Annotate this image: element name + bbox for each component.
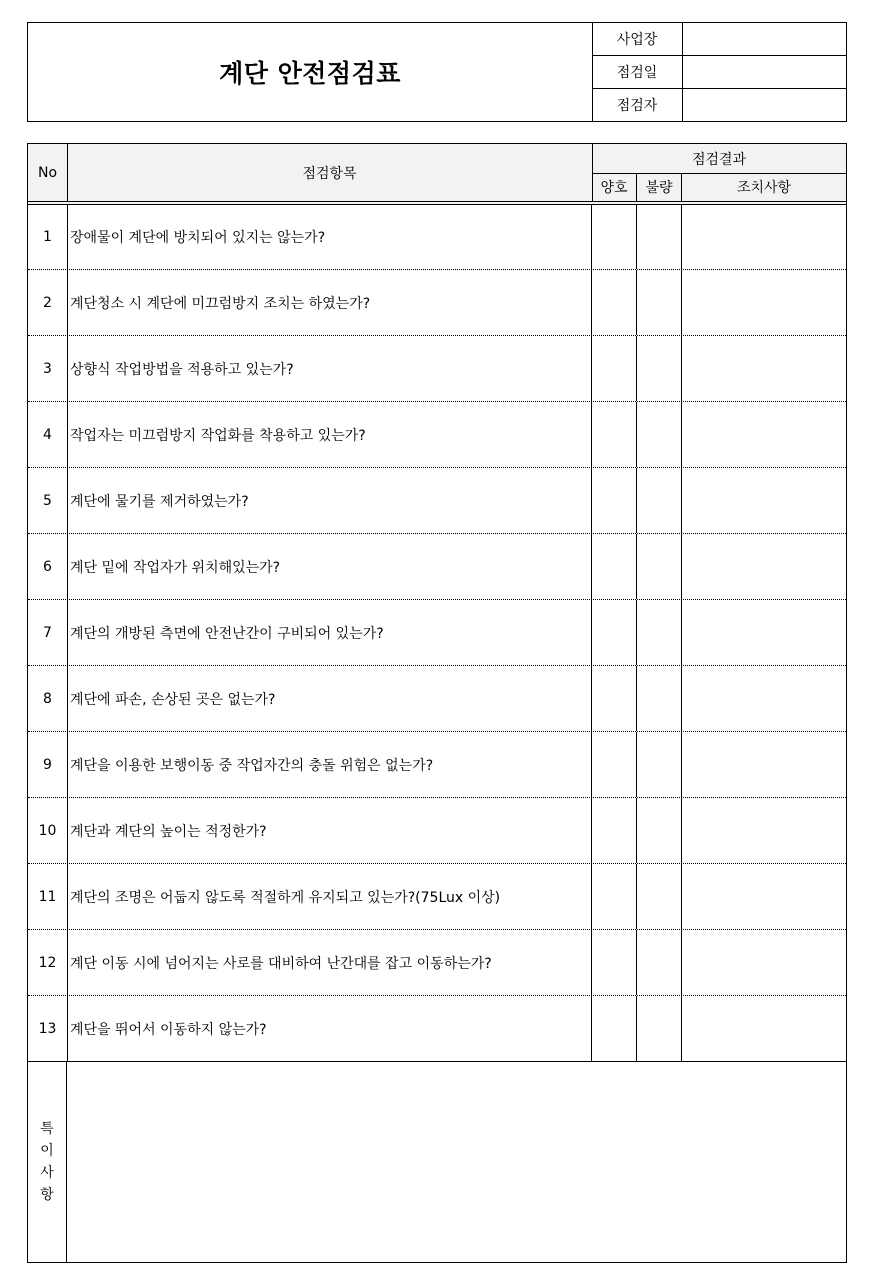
row-number: 12 xyxy=(28,930,68,995)
table-row xyxy=(28,336,846,402)
good-cell[interactable] xyxy=(592,336,637,401)
row-item: 계단 밑에 작업자가 위치해있는가? xyxy=(67,534,592,599)
bad-cell[interactable] xyxy=(637,864,682,929)
bad-cell[interactable] xyxy=(637,600,682,665)
col-header-action: 조치사항 xyxy=(736,180,792,196)
row-number: 10 xyxy=(28,798,68,863)
row-item: 계단에 파손, 손상된 곳은 없는가? xyxy=(67,666,592,731)
row-item: 계단에 물기를 제거하였는가? xyxy=(67,468,592,533)
bad-cell[interactable] xyxy=(637,534,682,599)
row-item: 상향식 작업방법을 적용하고 있는가? xyxy=(67,336,592,401)
table-row xyxy=(28,600,846,666)
row-number: 8 xyxy=(28,666,68,731)
action-cell[interactable] xyxy=(682,666,846,731)
action-cell[interactable] xyxy=(682,864,846,929)
action-cell[interactable] xyxy=(682,402,846,467)
col-header-result-group: 점검결과 xyxy=(592,144,846,174)
good-cell[interactable] xyxy=(592,930,637,995)
action-cell[interactable] xyxy=(682,534,846,599)
row-item: 계단과 계단의 높이는 적정한가? xyxy=(67,798,592,863)
row-number: 3 xyxy=(28,336,68,401)
table-row xyxy=(28,468,846,534)
table-row xyxy=(28,666,846,732)
remarks-label-char: 특 xyxy=(40,1121,54,1137)
row-item: 계단청소 시 계단에 미끄럼방지 조치는 하였는가? xyxy=(67,270,592,335)
bad-cell[interactable] xyxy=(637,402,682,467)
good-cell[interactable] xyxy=(592,204,637,269)
info-label-date: 점검일 xyxy=(592,56,682,89)
title-box xyxy=(27,22,847,122)
action-cell[interactable] xyxy=(682,798,846,863)
action-cell[interactable] xyxy=(682,600,846,665)
action-cell[interactable] xyxy=(682,336,846,401)
row-number: 6 xyxy=(28,534,68,599)
good-cell[interactable] xyxy=(592,600,637,665)
row-item: 계단을 뛰어서 이동하지 않는가? xyxy=(67,996,592,1061)
row-number: 11 xyxy=(28,864,68,929)
table-row xyxy=(28,996,846,1062)
col-header-bad: 불량 xyxy=(637,173,682,201)
site-field[interactable] xyxy=(682,23,846,56)
remarks-field[interactable] xyxy=(67,1062,846,1262)
good-cell[interactable] xyxy=(592,666,637,731)
table-row xyxy=(28,534,846,600)
row-number: 2 xyxy=(28,270,68,335)
good-cell[interactable] xyxy=(592,798,637,863)
action-cell[interactable] xyxy=(682,930,846,995)
bad-cell[interactable] xyxy=(637,204,682,269)
row-number: 4 xyxy=(28,402,68,467)
bad-cell[interactable] xyxy=(637,996,682,1061)
col-header-good: 양호 xyxy=(592,173,637,201)
bad-cell[interactable] xyxy=(637,468,682,533)
bad-cell[interactable] xyxy=(637,930,682,995)
table-row xyxy=(28,270,846,336)
good-cell[interactable] xyxy=(592,864,637,929)
inspector-field[interactable] xyxy=(682,89,846,121)
good-cell[interactable] xyxy=(592,732,637,797)
action-cell[interactable] xyxy=(682,204,846,269)
good-cell[interactable] xyxy=(592,534,637,599)
row-item: 계단을 이용한 보행이동 중 작업자간의 충돌 위험은 없는가? xyxy=(67,732,592,797)
table-body xyxy=(28,204,846,1062)
remarks-section xyxy=(28,1062,846,1262)
info-label-inspector: 점검자 xyxy=(616,98,658,114)
row-item: 계단의 조명은 어둡지 않도록 적절하게 유지되고 있는가?(75Lux 이상) xyxy=(67,864,592,929)
info-values xyxy=(682,23,846,121)
good-cell[interactable] xyxy=(592,468,637,533)
action-cell[interactable] xyxy=(682,996,846,1061)
bad-cell[interactable] xyxy=(637,270,682,335)
info-label-site: 사업장 xyxy=(592,23,682,56)
row-item: 계단의 개방된 측면에 안전난간이 구비되어 있는가? xyxy=(67,600,592,665)
row-item: 계단 이동 시에 넘어지는 사로를 대비하여 난간대를 잡고 이동하는가? xyxy=(67,930,592,995)
table-row xyxy=(28,864,846,930)
row-number: 1 xyxy=(28,204,68,269)
remarks-label-char: 사 xyxy=(40,1165,54,1181)
table-row xyxy=(28,798,846,864)
bad-cell[interactable] xyxy=(637,798,682,863)
table-row xyxy=(28,204,846,270)
table-row xyxy=(28,930,846,996)
bad-cell[interactable] xyxy=(637,732,682,797)
date-field[interactable] xyxy=(682,56,846,89)
remarks-label xyxy=(28,1062,67,1262)
page-title: 계단 안전점검표 xyxy=(219,59,401,88)
action-cell[interactable] xyxy=(682,270,846,335)
row-number: 5 xyxy=(28,468,68,533)
col-header-item: 점검항목 xyxy=(67,144,593,201)
good-cell[interactable] xyxy=(592,402,637,467)
row-item: 작업자는 미끄럼방지 작업화를 착용하고 있는가? xyxy=(67,402,592,467)
row-number: 7 xyxy=(28,600,68,665)
action-cell[interactable] xyxy=(682,468,846,533)
checklist-table xyxy=(27,143,847,1263)
table-row xyxy=(28,732,846,798)
good-cell[interactable] xyxy=(592,996,637,1061)
row-number: 9 xyxy=(28,732,68,797)
table-row xyxy=(28,402,846,468)
action-cell[interactable] xyxy=(682,732,846,797)
col-header-no: No xyxy=(28,144,68,201)
remarks-label-char: 이 xyxy=(40,1143,54,1159)
info-labels xyxy=(592,23,683,121)
remarks-label-char: 항 xyxy=(40,1187,54,1203)
row-item: 장애물이 계단에 방치되어 있지는 않는가? xyxy=(67,204,592,269)
title-cell xyxy=(28,23,593,121)
good-cell[interactable] xyxy=(592,270,637,335)
table-header xyxy=(28,144,846,205)
bad-cell[interactable] xyxy=(637,666,682,731)
row-number: 13 xyxy=(28,996,68,1061)
bad-cell[interactable] xyxy=(637,336,682,401)
